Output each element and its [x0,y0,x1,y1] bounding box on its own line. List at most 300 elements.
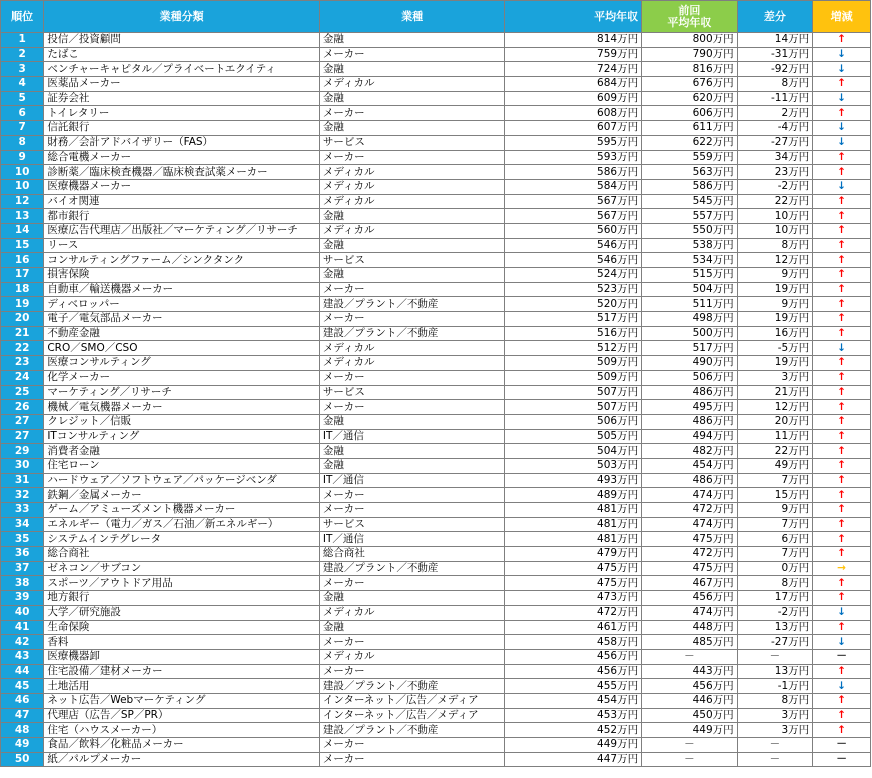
arrow-up-icon: ↑ [837,356,846,369]
previous-salary-cell: 611万円 [642,121,738,136]
table-row [1,547,871,562]
average-salary-cell: 524万円 [505,268,642,283]
average-salary-cell: 567万円 [505,209,642,224]
trend-cell [813,282,871,297]
trend-cell [813,238,871,253]
table-row [1,591,871,606]
arrow-up-icon: ↑ [837,503,846,516]
difference-cell: 19万円 [737,312,813,327]
arrow-up-icon: ↑ [837,532,846,545]
arrow-up-icon: ↑ [837,283,846,296]
industry-cell: サービス [319,385,505,400]
average-salary-cell: 567万円 [505,194,642,209]
difference-cell: -27万円 [737,135,813,150]
trend-cell [813,723,871,738]
industry-cell: 金融 [319,458,505,473]
trend-cell [813,532,871,547]
trend-header: 増減 [813,1,871,33]
previous-salary-cell: 498万円 [642,312,738,327]
arrow-up-icon: ↑ [837,694,846,707]
table-row [1,209,871,224]
industry-cell: メーカー [319,282,505,297]
industry-cell: IT／通信 [319,429,505,444]
industry-cell: 金融 [319,620,505,635]
industry-cell: 建設／プラント／不動産 [319,561,505,576]
average-salary-cell: 503万円 [505,458,642,473]
average-salary-cell: 452万円 [505,723,642,738]
table-row [1,708,871,723]
trend-cell [813,576,871,591]
industry-cell: 金融 [319,62,505,77]
rank-cell: 41 [1,620,44,635]
average-salary-cell: 472万円 [505,605,642,620]
average-salary-cell: 546万円 [505,253,642,268]
category-cell: ITコンサルティング [44,429,320,444]
trend-cell [813,165,871,180]
difference-cell: 3万円 [737,370,813,385]
difference-cell: -2万円 [737,605,813,620]
trend-cell [813,135,871,150]
industry-cell: メーカー [319,400,505,415]
average-salary-cell: 489万円 [505,488,642,503]
table-row [1,473,871,488]
difference-cell: 8万円 [737,576,813,591]
category-cell: 証券会社 [44,91,320,106]
difference-cell: 9万円 [737,268,813,283]
category-cell: 化学メーカー [44,370,320,385]
trend-cell [813,91,871,106]
previous-salary-cell: 620万円 [642,91,738,106]
average-salary-cell: 586万円 [505,165,642,180]
trend-cell [813,591,871,606]
rank-cell: 6 [1,106,44,121]
category-cell: 住宅ローン [44,458,320,473]
rank-cell: 31 [1,473,44,488]
category-cell: 医療コンサルティング [44,356,320,371]
previous-salary-cell: 443万円 [642,664,738,679]
difference-cell: 10万円 [737,209,813,224]
average-salary-cell: 584万円 [505,179,642,194]
previous-salary-cell: 500万円 [642,326,738,341]
industry-cell: 金融 [319,444,505,459]
dash-icon: － [836,753,847,766]
previous-salary-cell: 490万円 [642,356,738,371]
table-row [1,561,871,576]
category-cell: 不動産金融 [44,326,320,341]
table-row [1,620,871,635]
trend-cell [813,370,871,385]
arrow-up-icon: ↑ [837,106,846,119]
arrow-up-icon: ↑ [837,371,846,384]
trend-cell [813,312,871,327]
rank-cell: 12 [1,194,44,209]
previous-salary-cell: 504万円 [642,282,738,297]
previous-salary-cell: 486万円 [642,385,738,400]
difference-cell: -2万円 [737,179,813,194]
category-cell: 代理店（広告／SP／PR） [44,708,320,723]
industry-cell: メーカー [319,664,505,679]
difference-cell: 49万円 [737,458,813,473]
previous-salary-cell: － [642,752,738,767]
average-salary-cell: 507万円 [505,385,642,400]
category-cell: 総合商社 [44,547,320,562]
previous-salary-cell: 474万円 [642,517,738,532]
previous-salary-cell: 448万円 [642,620,738,635]
arrow-up-icon: ↑ [837,459,846,472]
category-cell: 都市銀行 [44,209,320,224]
industry-cell: メディカル [319,356,505,371]
industry-cell: IT／通信 [319,532,505,547]
average-salary-cell: 684万円 [505,77,642,92]
previous-salary-cell: 559万円 [642,150,738,165]
category-header: 業種分類 [44,1,320,33]
difference-cell: 13万円 [737,620,813,635]
rank-cell: 13 [1,209,44,224]
arrow-up-icon: ↑ [837,444,846,457]
category-cell: 食品／飲料／化粧品メーカー [44,738,320,753]
average-salary-cell: 456万円 [505,649,642,664]
previous-salary-cell: 545万円 [642,194,738,209]
previous-salary-cell: 456万円 [642,591,738,606]
trend-cell [813,473,871,488]
rank-cell: 48 [1,723,44,738]
arrow-up-icon: ↑ [837,312,846,325]
previous-salary-cell: 456万円 [642,679,738,694]
table-row [1,488,871,503]
previous-header-line1: 前回 [678,3,701,17]
average-salary-cell: 523万円 [505,282,642,297]
arrow-up-icon: ↑ [837,518,846,531]
trend-cell [813,47,871,62]
arrow-up-icon: ↑ [837,297,846,310]
rank-cell: 1 [1,33,44,48]
industry-cell: IT／通信 [319,473,505,488]
previous-salary-cell: 606万円 [642,106,738,121]
category-cell: 投信／投資顧問 [44,33,320,48]
rank-cell: 45 [1,679,44,694]
table-row [1,77,871,92]
difference-cell: 7万円 [737,517,813,532]
industry-cell: インターネット／広告／メディア [319,708,505,723]
arrow-down-icon: ↓ [837,635,846,648]
average-salary-header: 平均年収 [505,1,642,33]
trend-cell [813,605,871,620]
previous-salary-cell: 475万円 [642,532,738,547]
trend-cell [813,297,871,312]
arrow-down-icon: ↓ [837,679,846,692]
category-cell: 医療機器メーカー [44,179,320,194]
table-row [1,693,871,708]
category-cell: クレジット／信販 [44,414,320,429]
arrow-down-icon: ↓ [837,121,846,134]
table-row [1,664,871,679]
difference-cell: -4万円 [737,121,813,136]
rank-cell: 5 [1,91,44,106]
table-row [1,165,871,180]
category-cell: 生命保険 [44,620,320,635]
difference-cell: 11万円 [737,429,813,444]
industry-cell: 金融 [319,268,505,283]
average-salary-cell: 509万円 [505,356,642,371]
difference-cell: 34万円 [737,150,813,165]
trend-cell [813,341,871,356]
table-row [1,532,871,547]
trend-cell [813,194,871,209]
rank-cell: 40 [1,605,44,620]
trend-cell [813,268,871,283]
trend-cell [813,752,871,767]
industry-cell: メディカル [319,77,505,92]
arrow-up-icon: ↑ [837,473,846,486]
dash-icon: － [836,650,847,663]
average-salary-cell: 593万円 [505,150,642,165]
industry-cell: 金融 [319,414,505,429]
table-row [1,414,871,429]
average-salary-cell: 449万円 [505,738,642,753]
arrow-up-icon: ↑ [837,224,846,237]
rank-cell: 21 [1,326,44,341]
table-header [1,1,871,33]
industry-cell: メーカー [319,312,505,327]
arrow-up-icon: ↑ [837,620,846,633]
previous-salary-cell: 586万円 [642,179,738,194]
rank-cell: 27 [1,429,44,444]
difference-cell: 12万円 [737,253,813,268]
table-row [1,752,871,767]
table-row [1,400,871,415]
previous-salary-cell: 622万円 [642,135,738,150]
category-cell: 自動車／輸送機器メーカー [44,282,320,297]
average-salary-cell: 458万円 [505,635,642,650]
industry-cell: 建設／プラント／不動産 [319,723,505,738]
average-salary-cell: 481万円 [505,517,642,532]
rank-cell: 32 [1,488,44,503]
table-row [1,605,871,620]
previous-salary-cell: 511万円 [642,297,738,312]
industry-cell: 建設／プラント／不動産 [319,679,505,694]
previous-salary-cell: 454万円 [642,458,738,473]
trend-cell [813,649,871,664]
table-row [1,385,871,400]
difference-cell: 2万円 [737,106,813,121]
trend-cell [813,458,871,473]
industry-cell: 総合商社 [319,547,505,562]
arrow-up-icon: ↑ [837,708,846,721]
category-cell: 損害保険 [44,268,320,283]
trend-cell [813,517,871,532]
difference-cell: -92万円 [737,62,813,77]
arrow-up-icon: ↑ [837,429,846,442]
average-salary-cell: 814万円 [505,33,642,48]
rank-cell: 9 [1,150,44,165]
category-cell: 財務／会計アドバイザリー（FAS） [44,135,320,150]
average-salary-cell: 724万円 [505,62,642,77]
category-cell: たばこ [44,47,320,62]
previous-salary-cell: － [642,738,738,753]
previous-salary-cell: 676万円 [642,77,738,92]
industry-cell: メディカル [319,223,505,238]
previous-salary-cell: － [642,649,738,664]
average-salary-cell: 461万円 [505,620,642,635]
industry-cell: 建設／プラント／不動産 [319,326,505,341]
table-row [1,356,871,371]
difference-cell: 9万円 [737,503,813,518]
trend-cell [813,33,871,48]
previous-salary-cell: 517万円 [642,341,738,356]
difference-cell: 9万円 [737,297,813,312]
industry-cell: 金融 [319,33,505,48]
arrow-down-icon: ↓ [837,180,846,193]
average-salary-cell: 454万円 [505,693,642,708]
category-cell: ゼネコン／サブコン [44,561,320,576]
table-row [1,370,871,385]
difference-cell: 10万円 [737,223,813,238]
rank-cell: 24 [1,370,44,385]
industry-cell: インターネット／広告／メディア [319,693,505,708]
industry-cell: メーカー [319,488,505,503]
arrow-up-icon: ↑ [837,723,846,736]
previous-salary-cell: 474万円 [642,605,738,620]
industry-cell: メディカル [319,194,505,209]
arrow-down-icon: ↓ [837,92,846,105]
previous-salary-cell: 474万円 [642,488,738,503]
rank-cell: 23 [1,356,44,371]
industry-cell: 金融 [319,121,505,136]
average-salary-cell: 456万円 [505,664,642,679]
industry-cell: メーカー [319,503,505,518]
average-salary-cell: 520万円 [505,297,642,312]
table-row [1,576,871,591]
category-cell: 大学／研究施設 [44,605,320,620]
rank-header: 順位 [1,1,44,33]
average-salary-cell: 505万円 [505,429,642,444]
table-row [1,341,871,356]
category-cell: ベンチャーキャピタル／プライベートエクイティ [44,62,320,77]
previous-salary-cell: 450万円 [642,708,738,723]
previous-salary-cell: 472万円 [642,547,738,562]
rank-cell: 26 [1,400,44,415]
trend-cell [813,62,871,77]
arrow-up-icon: ↑ [837,547,846,560]
average-salary-cell: 595万円 [505,135,642,150]
arrow-up-icon: ↑ [837,33,846,46]
arrow-up-icon: ↑ [837,253,846,266]
category-cell: 診断薬／臨床検査機器／臨床検査試薬メーカー [44,165,320,180]
table-row [1,238,871,253]
arrow-down-icon: ↓ [837,606,846,619]
trend-cell [813,121,871,136]
previous-salary-cell: 449万円 [642,723,738,738]
average-salary-cell: 560万円 [505,223,642,238]
arrow-down-icon: ↓ [837,48,846,61]
industry-cell: メーカー [319,752,505,767]
average-salary-cell: 481万円 [505,503,642,518]
trend-cell [813,561,871,576]
difference-cell: 3万円 [737,708,813,723]
trend-cell [813,693,871,708]
average-salary-cell: 493万円 [505,473,642,488]
rank-cell: 33 [1,503,44,518]
industry-cell: メーカー [319,738,505,753]
trend-cell [813,444,871,459]
table-row [1,679,871,694]
rank-cell: 35 [1,532,44,547]
category-cell: 医療機器卸 [44,649,320,664]
average-salary-cell: 447万円 [505,752,642,767]
trend-cell [813,106,871,121]
rank-cell: 7 [1,121,44,136]
category-cell: トイレタリー [44,106,320,121]
category-cell: 電子／電気部品メーカー [44,312,320,327]
arrow-up-icon: ↑ [837,165,846,178]
rank-cell: 20 [1,312,44,327]
arrow-down-icon: ↓ [837,136,846,149]
category-cell: 医療広告代理店／出版社／マーケティング／リサーチ [44,223,320,238]
trend-cell [813,429,871,444]
average-salary-cell: 455万円 [505,679,642,694]
table-row [1,503,871,518]
category-cell: 総合電機メーカー [44,150,320,165]
difference-cell: 15万円 [737,488,813,503]
average-salary-cell: 507万円 [505,400,642,415]
difference-cell: 13万円 [737,664,813,679]
trend-cell [813,150,871,165]
rank-cell: 30 [1,458,44,473]
rank-cell: 4 [1,77,44,92]
average-salary-cell: 475万円 [505,561,642,576]
rank-cell: 10 [1,179,44,194]
industry-cell: サービス [319,253,505,268]
arrow-right-icon: → [837,562,846,575]
category-cell: 消費者金融 [44,444,320,459]
previous-salary-cell: 472万円 [642,503,738,518]
rank-cell: 3 [1,62,44,77]
arrow-up-icon: ↑ [837,385,846,398]
table-row [1,444,871,459]
category-cell: 住宅設備／建材メーカー [44,664,320,679]
trend-cell [813,326,871,341]
difference-cell: 21万円 [737,385,813,400]
rank-cell: 2 [1,47,44,62]
table-row [1,62,871,77]
previous-salary-cell: 475万円 [642,561,738,576]
category-cell: CRO／SMO／CSO [44,341,320,356]
difference-cell: 0万円 [737,561,813,576]
difference-cell: 8万円 [737,77,813,92]
rank-cell: 17 [1,268,44,283]
difference-cell: 7万円 [737,547,813,562]
table-row [1,297,871,312]
arrow-up-icon: ↑ [837,194,846,207]
average-salary-cell: 512万円 [505,341,642,356]
average-salary-cell: 759万円 [505,47,642,62]
table-row [1,268,871,283]
difference-cell: -5万円 [737,341,813,356]
table-row [1,282,871,297]
rank-cell: 38 [1,576,44,591]
category-cell: エネルギー（電力／ガス／石油／新エネルギー） [44,517,320,532]
rank-cell: 50 [1,752,44,767]
difference-cell: 20万円 [737,414,813,429]
previous-salary-cell: 538万円 [642,238,738,253]
table-row [1,517,871,532]
previous-salary-cell: 563万円 [642,165,738,180]
industry-cell: メディカル [319,165,505,180]
table-row [1,135,871,150]
difference-cell: 12万円 [737,400,813,415]
trend-cell [813,620,871,635]
dash-icon: － [836,738,847,751]
